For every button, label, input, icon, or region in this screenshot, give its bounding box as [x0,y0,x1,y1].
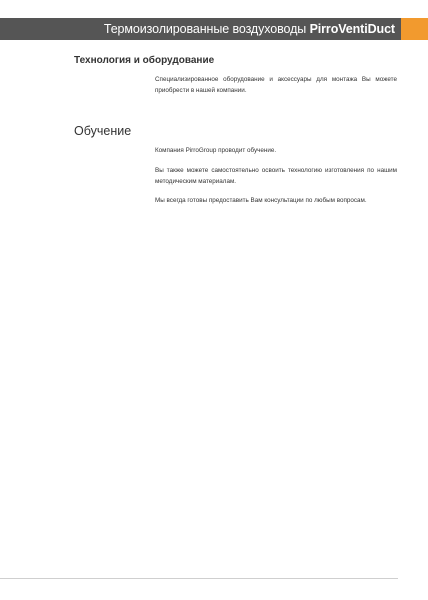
section-heading-technology: Технология и оборудование [74,55,215,66]
paragraph-equipment: Специализированное оборудование и аксессуары для монтажа Вы можете приобрести в нашей компании. [155,76,397,94]
section-heading-training: Обучение [74,124,132,138]
header-brand-name: PirroVentiDuct [309,22,395,36]
footer-divider [0,578,398,579]
paragraph-training-offer: Компания PirroGroup проводит обучение. [155,147,277,154]
paragraph-consultation: Мы всегда готовы предоставить Вам консультации по любым вопросам. [155,197,367,204]
document-header-title [104,18,395,40]
paragraph-self-study: Вы также можете самостоятельно освоить технологию изготовления по нашим методическим материалам. [155,167,397,185]
header-accent-block [401,18,428,40]
header-title-prefix: Термоизолированные воздуховоды [103,22,310,36]
